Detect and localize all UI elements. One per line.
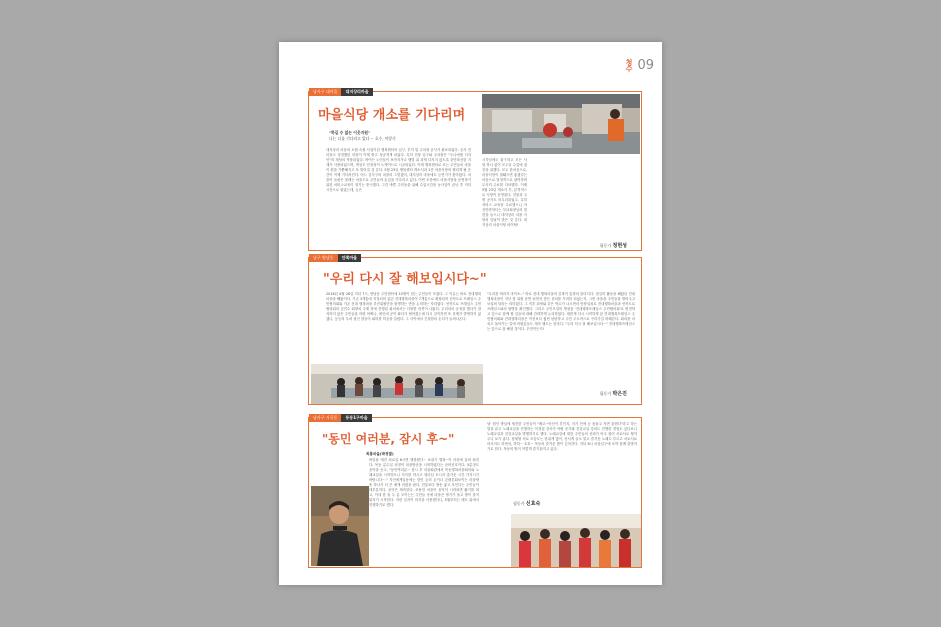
- byline-name: 신효숙: [525, 501, 541, 507]
- article-body-right: 날' 원인 방일에 세진한 주민들이 "배고~아신이 부인지, 지기 전에 등 돌돌고 저면 훌렌다"라고 하는 말을 끝고 노래교실을 진행하는 이경섭 강사가 야랑 운가와 건강교실 강의도 진행한 경험도 있다보니 노래교실과 건강교실을 병행하기로 했다. 노래교실에 대한 주민들의 신뢰가 아주 집어 서로서로 챙겨주니 보기 좋다. 집체형 서로 모습도는 한위게 많이, 신서게 들도 불고 즐거운 노래도 부르고 서로서로 마사지도 하면서, 하하~ 호호~ 목동의 즐거운 밤이 깊어간다. 저녁 8시 마을입구에 모여 힘께 출발자기로 한다. 목동의 밤이 이렇게 즐거워지고 있다.: [487, 422, 637, 451]
- article-body-left: 대지상리 마을의 오랜 숙원 사업이던 행복센터의 입구, 부지 및 주차장 공사가 완료되었다. 공사 전 마을고 정정했던 마을이 이제 밝고 성공적게 되었다. 특히 건물 입구와 주차장은 "우나에셈 디자인"의 계성의 작품되었다. 바이든 노인들이 보아지거나 햇볕 위 과게 다지지 않도록 중단복신한 지재가 사용되었으며, 책상도 안정성이 노케이드로 시공되었다. 이제 행복센터로 모는 주민들의 마을이 편을 가뿐해지고 또 밝아질 것 같다. 5월 23일 행복센터 개소식과 1층 마을식당의 첼리게 될 순간이 이제 기다려진다. 어느 김사구의 마을의 그렇겠어, 대지상리 마을에도 능연기가 찾아왔다. 마을이 들판은 물레는 마을으로 주민들의 손길을 기다리고 있다. 이번 모종에도 마을식당을 운영하기 위한 서비스교육이 열기는 뜻시했다. 그간 바쁜 주민들을 위해 수업시간을 농사일이 끝난 후 저녁시간으로 잡았는데, 늦은: [326, 148, 471, 192]
- section-tag: [309, 88, 373, 96]
- newsletter-logo: 청수: [625, 58, 633, 73]
- article-body-right: 시각임에도 불구하고 모든 사람 하나 없이 모두들 수업에 집중을 위했다. 모두 한마음으로, 마을식당이 잘돼으면 좋겠다는 마음으로 열정적으로 참여하며 무사히 수료를 다마했다. 이제 5월 23일 개소식 후, 본격적으로 식당이 운영된다. 건물과 주변 공사도 마무리되었고, 특히 서비스 교육을 수료했으니 자신만만하다는 부녀회장님의 말씀을 들으니 대지상리 마을 식당의 앞날이 밝은 것 같다. 대지상리 마을식당 파이팅!: [482, 158, 527, 227]
- speaker-photo: [311, 486, 369, 566]
- article-subtitle-2: 나는 너를 기다리고 있다 ~ 호수, 이렇기: [329, 136, 396, 141]
- article-byline: [513, 500, 540, 507]
- article-body-left: 바일날 예전 외로일 6시면 행복했다~ 보내기 행복~이 마을에 울려 퍼진다. 목동 분수일 외정이 마을방송을 시작하였다는 준비신호이다. 5분정도 음악을 듣고, "동민여러분~ 잠시 후 마을회관에서 목동행복마을회의와 노래교실을 시작하오니 식사를 하시고 열마님 모시셔 출가운 시간 가지시기 바랍니다~." 지언에게일동에는 한민 돈의 돈커나 콘텐론회보이는 마을방송 하나가 더 큰 예게 켜졌을 판다, 전봇보다 방송 좋고 모인다는 주민들이 대부분이다. 음악은 계속한다. 조용한 마을이 음악이 시작되면 활기를 띠고, 이내 한 둘 두 분 모이는는 주민들 속에 마을은 생기가 돌고 방이 즐겨워지기 시작한다. 저런 일지이 의지을 사용했다니, 5월부터는 매트 위에서 진행하기로 했다.: [369, 458, 479, 507]
- byline-name: 박은진: [612, 391, 627, 397]
- singing-class-photo: [511, 514, 641, 567]
- article-section-1: [308, 91, 642, 251]
- section-tag-name: 안쪽마을: [338, 254, 361, 262]
- article-headline: "우리 다시 잘 해보입시다~": [323, 272, 487, 287]
- article-body-left: 2016년 4월 28일 저녁 7시, 양남동 주민센터에 10명이 넘는 주민들이 모였다. 그 이유는 바로 전대행복마을을 빼왔이다. 기존 3개통에 저정되어 있던 전대행복마을이 7개통으로 확장되어 선북도로 프레임스 주민협의회와 기존 전대 행복마을 추진위원단을 합병하는 만을 논의하는 자리였다. 선북도로 프레임스 주민협의회의 김진수 회장의 주제 하에 진행된 회의에서는 다양한 의견이 나왔다. 우리마리 공정을 했다가 참석하지 않은 주민들을 어떤 어쩌나, 에인에 공이 좌다가 혈어졌는데 다시 같이하면 또 문제가 발생하지 않겠나, 등등의 우려 섞인 말들이 회의장 허공을 갈랐다. 그 사이에서 긴철함의 손리가 들려나온다.: [326, 292, 481, 321]
- byline-name: 정현성: [612, 243, 627, 249]
- article-headline: 마을식당 개소를 기다리며: [318, 108, 466, 123]
- article-section-3: [308, 417, 642, 568]
- article-byline: [600, 242, 627, 249]
- section-tag-name: 동동1구마을: [341, 414, 371, 422]
- section-tag-area: 남사구 가곡동: [309, 414, 341, 422]
- section-tag: [309, 414, 372, 422]
- byline-label: 필동가: [599, 391, 612, 396]
- article-headline: "동민 여러분, 잠시 후~": [322, 432, 455, 446]
- kitchen-photo: [482, 94, 640, 154]
- article-body-right: "우리를 버리지 마이소.." 바로 전대 행복마을의 김복이 통장의 한마디다. 열심히 활동을 해왔던 전대행복마을이 지난 봄 위원 동반 쉬면서 잠든 상처를 가져한 되었는지, 그런 마을을 주민들을 방어주고 보살펴 달라는 의미였다. 그 직후 뒤에와 같은 박수가 나오면서 만장일치로 전대행복마을과 선북도로 프레임스와의 합병을 확인했다. 그리고 주민모임의 명칭을 '전대행복프레임스 주민협의회'로 변경하고 앞으로 함께 할 일들에 대해 간략하게 논의하였다. 새롭게 다시 시작하게 된 전대행복프레임스 주민협의회와 전대행복마을은 이전보다 훨씬 탄탄하고 주민 주도적으로 꾸리가길 바래본다. 회의를 마치고 돌아가는 길에 어떤분들도 계속 맴도는 한마디. "우리 다시 잘 해보입시다~" 전대행복프레임스는 앞으로 잘 해낼 것이다. 우연이든지!: [487, 292, 635, 331]
- article-byline: [600, 390, 627, 397]
- section-tag-area: 남구 양남동: [309, 254, 338, 262]
- section-tag: [309, 254, 361, 262]
- section-tag-area: 남사구 대마을: [309, 88, 341, 96]
- section-tag-name: 대지상리마을: [341, 88, 372, 96]
- meeting-photo: [311, 364, 483, 404]
- speaker-name: 목통마을(박정발): [366, 452, 394, 456]
- page-number: 09: [637, 58, 654, 73]
- newsletter-page: [279, 42, 662, 585]
- article-section-2: [308, 257, 642, 405]
- article-subtitle-1: "하길 수 없는 이웃지원": [329, 130, 370, 135]
- byline-label: 필동가: [513, 501, 525, 506]
- page-number-block: [622, 58, 654, 73]
- byline-label: 필동가: [599, 243, 612, 248]
